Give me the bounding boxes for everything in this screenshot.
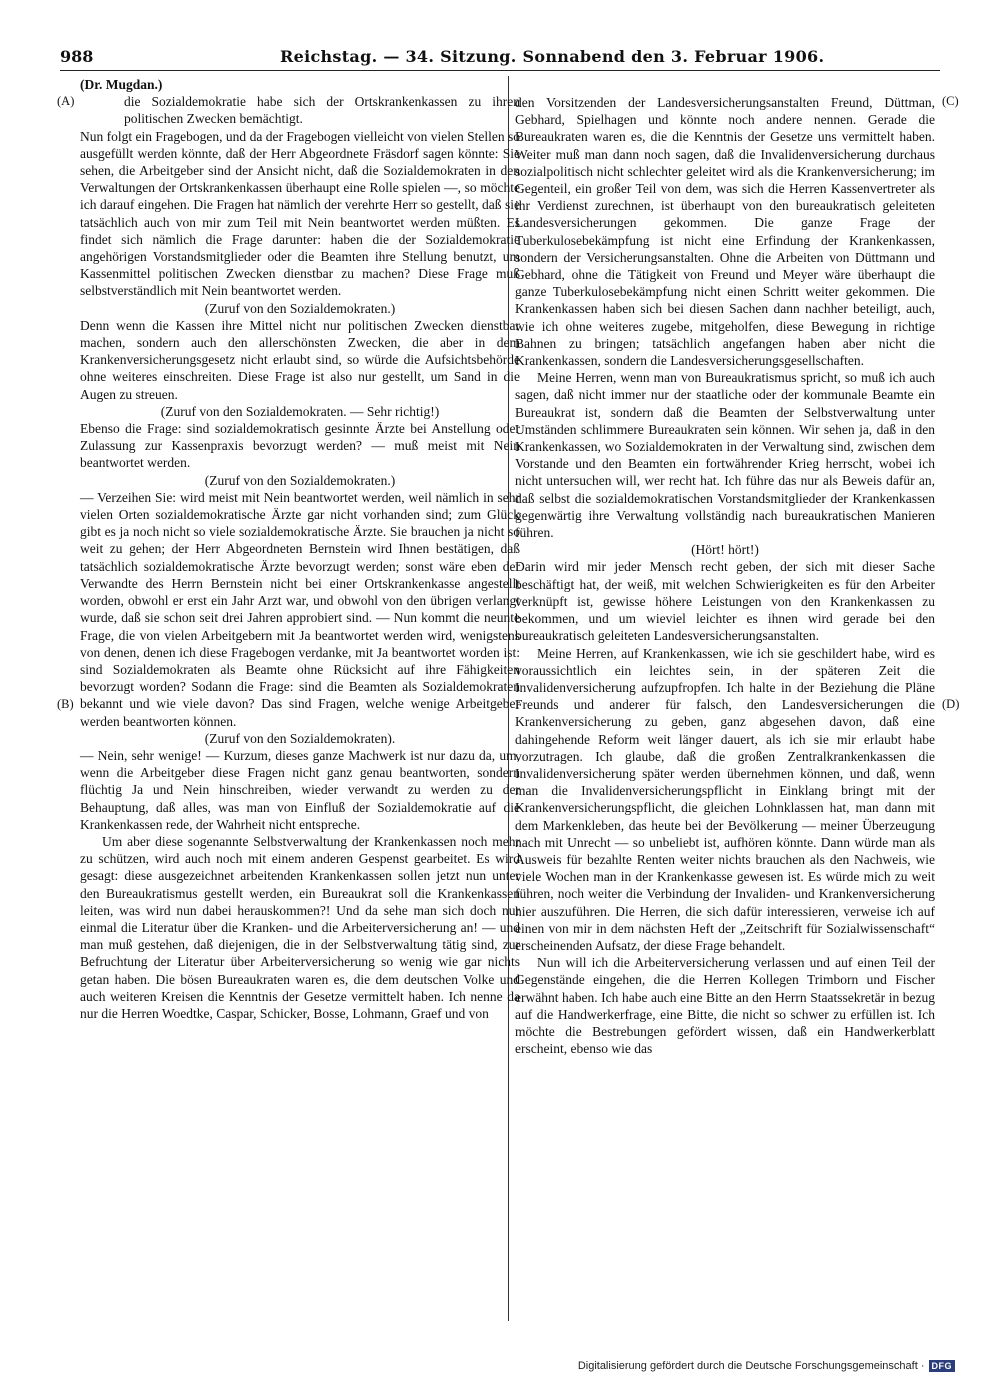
- speaker-label: (Dr. Mugdan.): [80, 77, 163, 92]
- margin-marker-b: (B): [57, 697, 74, 711]
- interjection: (Zuruf von den Sozialdemokraten. — Sehr richtig!): [160, 403, 440, 419]
- page-number: 988: [60, 47, 94, 66]
- paragraph: Ebenso die Frage: sind sozialdemokratisch gesinnte Ärzte bei Anstellung oder Zulassung zur Kassenpraxis bevorzugt werden? — muß meist mit Nein beantwortet werden.: [80, 421, 520, 471]
- paragraph: Meine Herren, wenn man von Bureaukratismus spricht, so muß ich auch sagen, daß nicht immer nur der staatliche oder der kommunale Beamte ein Bureaukrat ist, sondern daß die Beamten der Selbstverwaltung unter Umständen schlimmere Bureaukraten sein können. Wir sehen ja, daß in den Krankenkassen, wo Sozialdemokraten in der Verwaltung sind, zwischen dem Vorstande und den Beamten ein fortwährender Krieg herrscht, wobei ich nicht untersuchen will, wer recht hat. Ich führe das nur als Beweis dafür an, daß selbst die sozialdemokratischen Vorstandsmitglieder der Krankenkassen gegenwärtig ihre Verwaltung vollständig nach bureaukratischen Manieren führen.: [515, 370, 935, 541]
- interjection: (Zuruf von den Sozialdemokraten.): [204, 472, 396, 488]
- paragraph: Nun will ich die Arbeiterversicherung verlassen und auf einen Teil der Gegenstände eingehen, die die Herren Kollegen Trimborn und Fischer erwähnt haben. Ich habe auch eine Bitte an den Herrn Staatssekretär in bezug auf die Handwerkerfrage, eine Bitte, die nicht so schwer zu erfüllen ist. Ich möchte die Bestrebungen gefördert wissen, daß ein Handwerkerblatt erscheint, ebenso wie das: [515, 955, 935, 1057]
- interjection: (Hört! hört!): [691, 542, 759, 558]
- right-column: [515, 94, 935, 1057]
- paragraph: die Sozialdemokratie habe sich der Ortskrankenkassen zu ihren politischen Zwecken bemächtigt.: [124, 94, 520, 127]
- paragraph: Darin wird mir jeder Mensch recht geben, der sich mit dieser Sache beschäftigt hat, der weiß, mit welchen Schwierigkeiten es für den Arbeiter verknüpft ist, gewisse höhere Leistungen von den Krankenkassen zu bekommen, und um wieviel leichter es ihnen wird gerade bei den bureaukratisch geleiteten Landesversicherungsanstalten.: [515, 559, 935, 644]
- paragraph: — Verzeihen Sie: wird meist mit Nein beantwortet werden, weil nämlich in sehr vielen Orten sozialdemokratische Ärzte gar nicht vorhanden sind; zum Glück gibt es ja noch nicht so viele sozialdemokratische Ärzte. Sie brauchen ja nicht so weit zu gehen; der Herr Abgeordneten Bernstein wird Ihnen bestätigen, daß tatsächlich sozialdemokratische Ärzte bevorzugt werden; sonst wäre eben der Verwandte des Herrn Bernstein nicht bei einer Ortskrankenkasse angestellt worden, obwohl er erst ein Jahr Arzt war, und obwohl von den übrigen verlangt wurde, daß sie schon seit drei Jahren approbiert sind. — Nun kommt die neunte Frage, die von vielen Arbeitgebern mit Ja beantwortet werden wird, wenigstens von denen, denen ich diese Fragebogen verdanke, mit Ja beantwortet worden ist: sind Sozialdemokraten als Beamte ohne Rücksicht auf ihre Fähigkeiten bevorzugt worden? Sodann die Frage: sind die Beamten als Sozialdemokraten bekannt und wie viele davon? Das sind Fragen, welche wenige Arbeitgeber werden beantworten können.: [80, 489, 520, 729]
- paragraph: — Nein, sehr wenige! — Kurzum, dieses ganze Machwerk ist nur dazu da, um, wenn die Arbeitgeber diese Fragen nicht ganz genau beantworten, sondern flüchtig Ja und Nein hinschreiben, wieder verwandt zu werden zu der Behauptung, daß alles, was man von Einfluß der Sozialdemokratie auf die Krankenkassen rede, der Wahrheit nicht entspreche.: [80, 747, 520, 832]
- interjection: (Zuruf von den Sozialdemokraten).: [204, 730, 396, 746]
- dfg-logo: DFG: [929, 1360, 956, 1372]
- paragraph: den Vorsitzenden der Landesversicherungsanstalten Freund, Düttman, Gebhard, Spielhagen und könnte noch andere nennen. Gerade die Bureaukraten waren es, die die Kenntnis der Gesetze uns vermittelt haben. Weiter muß man dann noch sagen, daß die Invalidenversicherung durchaus sozialpolitisch nicht schlechter geleitet wird als die Krankenversicherung; im Gegenteil, ein großer Teil von dem, was sich die Herren Kassenvertreter als ihr Verdienst zurechnen, ist überhaupt von den bureaukratisch geleiteten Landesversicherungen gekommen. Die ganze Frage der Tuberkulosebekämpfung ist nicht eine Erfindung der Krankenkassen, sondern der Versicherungsanstalten. Ohne die Arbeiten von Düttmann und Gebhard, ohne die Tätigkeit von Freund und Meyer wäre überhaupt die ganze Tuberkulosebekämpfung nicht einen Schritt weiter gekommen. Die Krankenkassen haben sich bei diesen Sachen dann nachher beteiligt, auch, wie ich ohne weiteres zugebe, mitgeholfen, diese Bewegung in richtige Bahnen zu bringen; tatsächlich angefangen haben aber nicht die Krankenkassen, sondern die Landesversicherungsgesellschaften.: [515, 95, 935, 369]
- page-header-title: Reichstag. — 34. Sitzung. Sonnabend den 3. Februar 1906.: [280, 47, 825, 66]
- header-rule: [60, 70, 940, 71]
- paragraph: Um aber diese sogenannte Selbstverwaltung der Krankenkassen noch mehr zu schützen, wird auch noch mit einem anderen Gespenst gearbeitet. Es wird gesagt: diese ausgezeichnet arbeitenden Krankenkassen sollen jetzt nun unter den Bureaukratismus gestellt werden, ein Bureaukrat soll die Krankenkassen leiten, was wird nun dabei herauskommen?! Und da sehe man sich doch nur einmal die Literatur über die Kranken- und die Arbeiterversicherung an! — und man muß gestehen, daß diejenigen, die in der Selbstverwaltung tätig sind, zur Befruchtung der Literatur über Arbeiterversicherung so wenig wie gar nichts getan haben. Die bösen Bureaukraten waren es, die dem deutschen Volke und auch weiteren Kreisen die Kenntnis der Gesetze vermittelt haben. Ich nenne da nur die Herren Woedtke, Caspar, Schicker, Bosse, Lohmann, Graef und von: [80, 833, 520, 1021]
- left-column: [80, 76, 520, 1022]
- margin-marker-c: (C): [942, 94, 959, 108]
- interjection: (Zuruf von den Sozialdemokraten.): [204, 300, 396, 316]
- margin-marker-d: (D): [942, 697, 960, 711]
- footer-text: Digitalisierung gefördert durch die Deutsche Forschungsgemeinschaft ·: [577, 1360, 925, 1372]
- paragraph: Nun folgt ein Fragebogen, und da der Fragebogen vielleicht von vielen Stellen so ausgefüllt werden könnte, daß der Herr Abgeordnete Fräsdorf sagen könnte: Sie sehen, die Arbeitgeber sind der Ansicht nicht, daß die Sozialdemokraten in den Verwaltungen der Ortskrankenkassen überhaupt eine Rolle spielen —, so möchte ich darauf eingehen. Die Fragen hat nämlich der verehrte Herr so gestellt, daß sie tatsächlich auch von mir zum Teil mit Nein beantwortet werden müßten. Es findet sich nämlich die Frage darunter: haben die der Sozialdemokratie angehörigen Vorstandsmitglieder oder die Beamten ihre Stellung benutzt, um Kassenmittel politischen Zwecken dienstbar zu machen? Diese Frage muß selbstverständlich mit Nein beantwortet werden.: [80, 128, 520, 299]
- paragraph: Denn wenn die Kassen ihre Mittel nicht nur politischen Zwecken dienstbar machen, sondern auch den allerschönsten Zwecken, die aber in dem Krankenversicherungsgesetz nicht erlaubt sind, so würde die Aufsichtsbehörde ohne weiteres einschreiten. Diese Frage ist also nur gestellt, um Sand in die Augen zu streuen.: [80, 317, 520, 402]
- paragraph: Meine Herren, auf Krankenkassen, wie ich sie geschildert habe, wird es voraussichtlich ein leichtes sein, in der späteren Zeit die Invalidenversicherung aufzupfropfen. Ich halte in der Beziehung die Pläne Freunds und anderer für falsch, den Landesversicherungen die Krankenversicherung zu geben, ganz abgesehen davon, daß eine dahingehende Reform weit länger dauert, als ich sie mir erlaubt habe vorzutragen. Ich glaube, daß die großen Zentralkrankenkassen die Invalidenversicherung später werden übernehmen können, und daß, wenn man die Invalidenversicherungspflicht in Einklang bringt mit der Krankenversicherungspflicht, die gleichen Lohnklassen hat, man dann mit dem Markenkleben, das heute bei der Bevölkerung — meiner Überzeugung nach mit Unrecht — so unbeliebt ist, aufhören könnte. Dann würde man als Ausweis für bezahlte Renten weiter nichts brauchen als den Nachweis, wie viele Wochen man in der Krankenkasse gewesen ist. Es würde mich zu weit führen, noch weiter die Verbindung der Invaliden- und Krankenversicherung hier auszuführen. Die Herren, die sich dafür interessieren, verweise ich auf einen von mir in dem nächsten Heft der „Zeitschrift für Sozialwissenschaft“ erscheinenden Aufsatz, der diese Frage behandelt.: [515, 645, 935, 953]
- digitization-credit: [578, 1360, 955, 1372]
- margin-marker-a: (A): [57, 94, 75, 108]
